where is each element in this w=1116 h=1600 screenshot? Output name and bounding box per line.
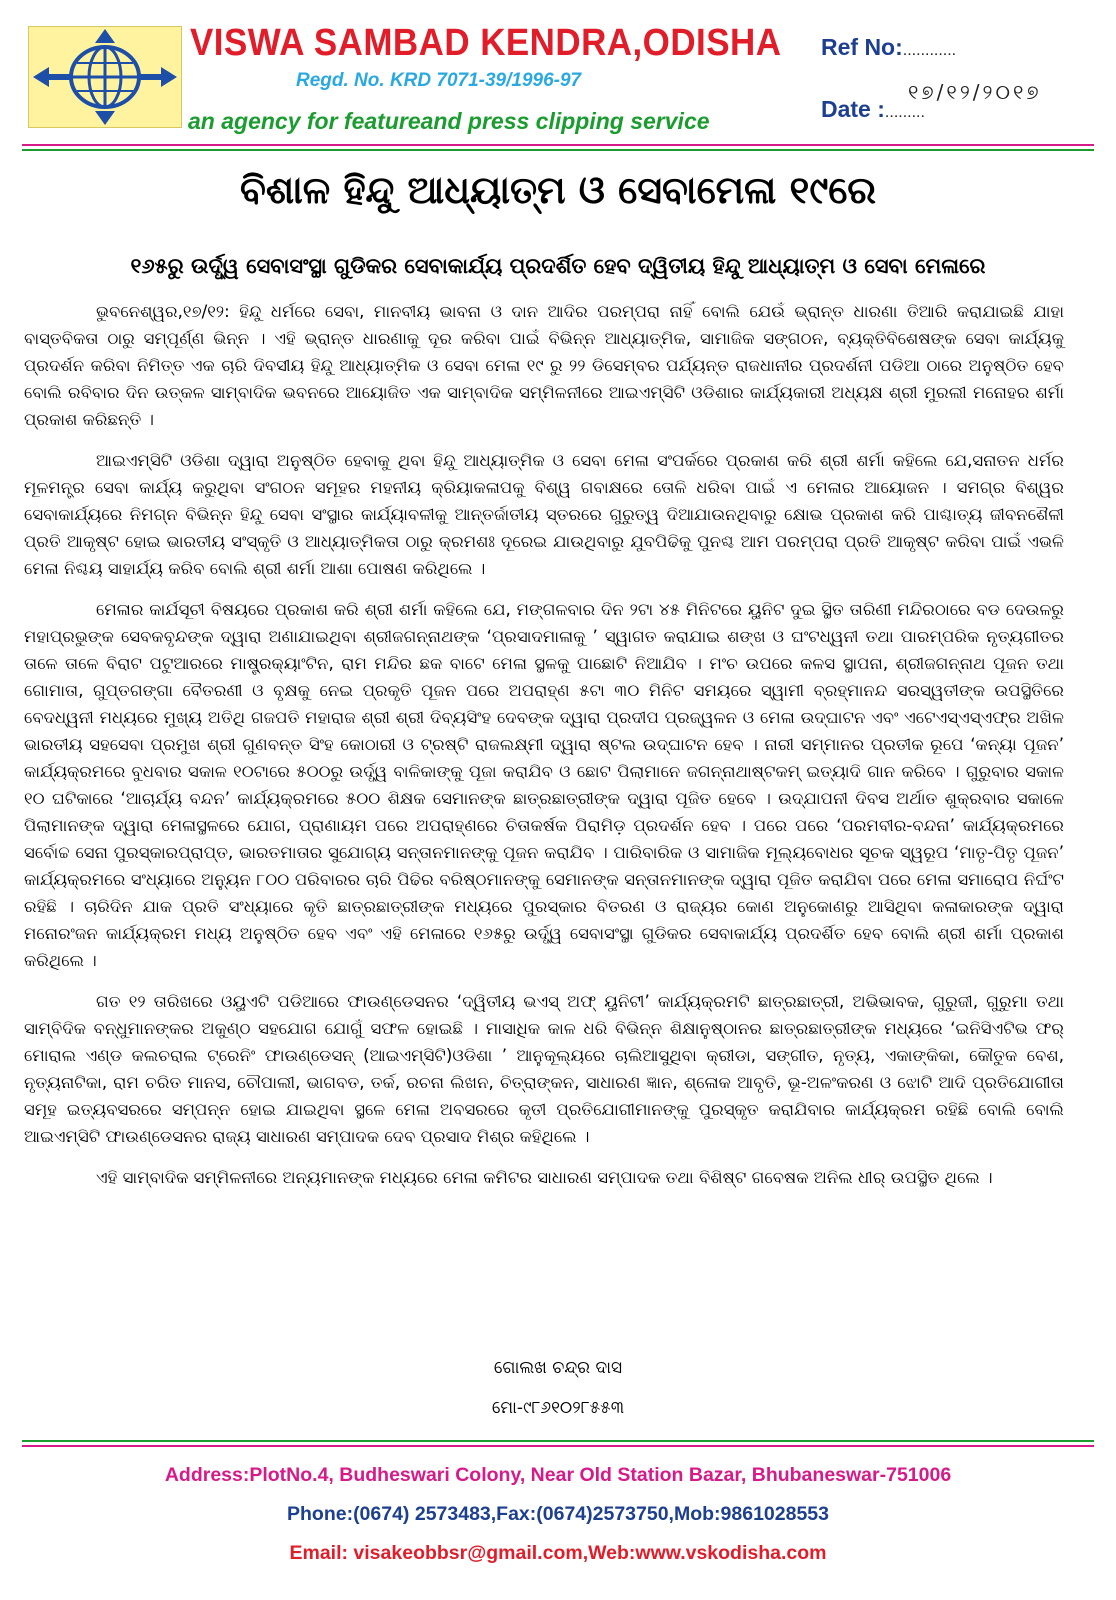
paragraph-5: ଏହି ସାମ୍ବାଦିକ ସମ୍ମିଳନୀରେ ଅନ୍ୟମାନଙ୍କ ମଧ୍ୟରେ ମେଳା କମିଟର ସାଧାରଣ ସମ୍ପାଦକ ତଥା ବିଶିଷ୍ଟ ଗବେଷକ ଅନିଲ ଧୀର୍ ଉପସ୍ଥିତ ଥିଲେ । — [96, 1168, 993, 1187]
org-name: VISWA SAMBAD KENDRA,ODISHA — [190, 22, 782, 64]
article-body — [24, 298, 1064, 1205]
subheadline: ୧୬୫ରୁ ଉର୍ଦ୍ଧ୍ୱ ସେବାସଂସ୍ଥା ଗୁଡିକର ସେବାକାର୍ଯ୍ୟ ପ୍ରଦର୍ଶିତ ହେବ ଦ୍ୱିତୀୟ ହିନ୍ଦୁ ଆଧ୍ୟାତ୍ମ ଓ ସେବା ମେଳାରେ — [130, 254, 986, 278]
paragraph-4: ଗତ ୧୨ ତାରିଖରେ ଓୟୁଏଟି ପଡିଆରେ ଫାଉଣ୍ଡେସନର ‘ଦ୍ୱିତୀୟ ଭଏସ୍ ଅଫ୍ ୟୁନିଟୀ’ କାର୍ଯ୍ୟକ୍ରମଟି ଛାତ୍ରଛାତ୍ରୀ, ଅଭିଭାବକ, ଗୁରୁଜୀ, ଗୁରୁମା ତଥା ସାମ୍ବିଦିକ ବନ୍ଧୁମାନଙ୍କର ଅକୁଣ୍ଠ ସହଯୋଗ ଯୋଗୁଁ ସଫଳ ହୋଇଛି । ମାସାଧିକ କାଳ ଧରି ବିଭିନ୍ନ ଶିକ୍ଷାନୁଷ୍ଠାନର ଛାତ୍ରଛାତ୍ରୀଙ୍କ ମଧ୍ୟରେ ‘ଇନିସିଏଟିଭ ଫର୍ ମୋରାଲ ଏଣ୍ଡ କଲଚରାଲ ଟ୍ରେନିଂ ଫାଉଣ୍ଡେସନ୍ (ଆଇଏମ୍‌ସିଟି)ଓଡିଶା ’ ଆନୁକୂଲ୍ୟରେ ଚାଲିଆସୁଥିବା କ୍ରୀଡା, ସଙ୍ଗୀତ, ନୃତ୍ୟ, ଏକାଙ୍କିକା, କୌତୁକ ବେଶ, ନୃତ୍ୟନାଟିକା, ରାମ ଚରିତ ମାନସ, ଚୌପାଲୀ, ଭାଗବତ, ତର୍କ, ରଚନା ଲିଖନ, ଚିତ୍ରାଙ୍କନ, ସାଧାରଣ ଜ୍ଞାନ, ଶ୍ଳୋକ ଆବୃତି, ଭୂ-ଅଳଂକରଣ ଓ ଝୋଟି ଆଦି ପ୍ରତିଯୋଗୀତା ସମୂହ ଇତ୍ୟବସରରେ ସମ୍ପନ୍ନ ହୋଇ ଯାଇଥିବା ସ୍ଥଳେ ମେଳା ଅବସରରେ କୃତୀ ପ୍ରତିଯୋଗୀମାନଙ୍କୁ ପୁରସ୍କୃତ କରାଯିବାର କାର୍ଯ୍ୟକ୍ରମ ରହିଛି ବୋଲି ବୋଲି ଆଇଏମ୍‌ସିଟି ଫାଉଣ୍ଡେସନର ରାଜ୍ୟ ସାଧାରଣ ସମ୍ପାଦକ ଦେବ ପ୍ରସାଦ ମିଶ୍ର କହିଥିଲେ । — [24, 992, 1064, 1146]
registration-number: Regd. No. KRD 7071-39/1996-97 — [296, 70, 582, 91]
bottom-rule-pink — [22, 1445, 1094, 1447]
paragraph-2: ଆଇଏମ୍‌ସିଟି ଓଡିଶା ଦ୍ୱାରା ଅନୁଷ୍ଠିତ ହେବାକୁ ଥିବା ହିନ୍ଦୁ ଆଧ୍ୟାତ୍ମିକ ଓ ସେବା ମେଳା ସଂପର୍କରେ ପ୍ରକାଶ କରି ଶ୍ରୀ ଶର୍ମା କହିଲେ ଯେ,ସନାତନ ଧର୍ମର ମୂଳମନ୍ତ୍ର ସେବା କାର୍ଯ୍ୟ କରୁଥିବା ସଂଗଠନ ସମୂହର ମହନୀୟ କ୍ରିୟାକଳାପକୁ ବିଶ୍ୱ ଗବାକ୍ଷରେ ତୋଳି ଧରିବା ପାଇଁ ଏ ମେଳାର ଆୟୋଜନ । ସମଗ୍ର ବିଶ୍ୱର ସେବାକାର୍ଯ୍ୟରେ ନିମଗ୍ନ ବିଭିନ୍ନ ହିନ୍ଦୁ ସେବା ସଂସ୍ଥାର କାର୍ଯ୍ୟାବଳୀକୁ ଆନ୍ତର୍ଜାତୀୟ ସ୍ତରରେ ଗୁରୁତ୍ୱ ଦିଆଯାଉନଥିବାରୁ କ୍ଷୋଭ ପ୍ରକାଶ କରି ପାଶ୍ଚାତ୍ୟ ଜୀବନଶୈଳୀ ପ୍ରତି ଆକୃଷ୍ଟ ହୋଇ ଭାରତୀୟ ସଂସ୍କୃତି ଓ ଆଧ୍ୟାତ୍ମିକତା ଠାରୁ କ୍ରମଶଃ ଦୂରେଇ ଯାଉଥିବାରୁ ଯୁବପିଢିକୁ ପୁନଶ୍ଚ ଆମ ପରମ୍ପରା ପ୍ରତି ଆକୃଷ୍ଟ କରିବା ପାଇଁ ଏଭଳି ମେଳା ନିଶ୍ଚୟ ସାହାର୍ଯ୍ୟ କରିବ ବୋଲି ଶ୍ରୀ ଶର୍ମା ଆଶା ପୋଷଣ କରିଥିଲେ । — [24, 451, 1064, 578]
date-colon: : — [870, 96, 885, 122]
date-dots: ......... — [884, 104, 925, 121]
signature-name: ଗୋଲଖ ଚନ୍ଦ୍ର ଦାସ — [493, 1358, 623, 1378]
bottom-rule-green — [22, 1440, 1094, 1442]
paragraph-3: ମେଳାର କାର୍ଯସୂଚୀ ବିଷୟରେ ପ୍ରକାଶ କରି ଶ୍ରୀ ଶର୍ମା କହିଲେ ଯେ, ମଙ୍ଗଳବାର ଦିନ ୨ଟା ୪୫ ମିନିଟରେ ୟୁନିଟ ଦୁଇ ସ୍ଥିତ ତାରିଣୀ ମନ୍ଦିରଠାରେ ବଡ ଦେଉଳରୁ ମହାପ୍ରଭୁଙ୍କ ସେବକବୃନ୍ଦଙ୍କ ଦ୍ୱାରା ଅଣାଯାଇଥିବା ଶ୍ରୀଜଗନ୍ନାଥଙ୍କ ‘ପ୍ରସାଦମାଳାକୁ ’ ସ୍ୱାଗତ କରାଯାଇ ଶଙ୍ଖ ଓ ଘଂଟଧ୍ୱନୀ ତଥା ପାରମ୍ପରିକ ନୃତ୍ୟଗୀତର ତାଳେ ତାଳେ ବିରାଟ ପଟୁଆରରେ ମାଷ୍ଟ୍ରକ୍ୟାଂଟିନ, ରାମ ମନ୍ଦିର ଛକ ବାଟେ ମେଳା ସ୍ଥଳକୁ ପାଛୋଟି ନିଆଯିବ । ମଂଚ ଉପରେ କଳସ ସ୍ଥାପନା, ଶ୍ରୀଜଗନ୍ନାଥ ପୂଜନ ତଥା ଗୋମାତା, ଗୁପ୍ତଗଙ୍ଗା ବୈତରଣୀ ଓ ବୃକ୍ଷକୁ ନେଇ ପ୍ରକୃତି ପୂଜନ ପରେ ଅପରାହ୍ଣ ୫ଟା ୩୦ ମିନିଟ ସମୟରେ ସ୍ୱାମୀ ବ୍ରହ୍ମାନନ୍ଦ ସରସ୍ୱତୀଙ୍କ ଉପସ୍ଥିତିରେ ବେଦଧ୍ୱନୀ ମଧ୍ୟରେ ମୁଖ୍ୟ ଅତିଥି ଗଜପତି ମହାରାଜ ଶ୍ରୀ ଶ୍ରୀ ଦିବ୍ୟସିଂହ ଦେବଙ୍କ ଦ୍ୱାରା ପ୍ରଦୀପ ପ୍ରଜ୍ୱଳନ ଓ ମେଳା ଉଦ୍‌ଘାଟନ ଏବଂ ଏଟେଏସ୍‌ଏସ୍‌ଏଫ୍‌ର ଅଖିଳ ଭାରତୀୟ ସହସେବା ପ୍ରମୁଖ ଶ୍ରୀ ଗୁଣବନ୍ତ ସିଂହ କୋଠାରୀ ଓ ଟ୍ରଷ୍ଟି ରାଜଲକ୍ଷ୍ମୀ ଦ୍ୱାରା ଷ୍ଟଲ ଉଦ୍‌ଘାଟନ ହେବ । ନାରୀ ସମ୍ମାନର ପ୍ରତୀକ ରୂପେ ‘କନ୍ୟା ପୂଜନ’ କାର୍ଯ୍ୟକ୍ରମରେ ବୁଧବାର ସକାଳ ୧୦ଟାରେ ୫୦୦ରୁ ଉର୍ଦ୍ଧ୍ୱ ବାଳିକାଙ୍କୁ ପୂଜା କରାଯିବ ଓ ଛୋଟ ପିଲାମାନେ ଜଗନ୍ନାଥାଷ୍ଟକମ୍ ଇତ୍ୟାଦି ଗାନ କରିବେ । ଗୁରୁବାର ସକାଳ ୧୦ ଘଟିକାରେ ‘ଆଚାର୍ଯ୍ୟ ବନ୍ଦନ’ କାର୍ଯ୍ୟକ୍ରମରେ ୫୦୦ ଶିକ୍ଷକ ସେମାନଙ୍କ ଛାତ୍ରଛାତ୍ରୀଙ୍କ ଦ୍ୱାରା ପୂଜିତ ହେବେ । ଉଦ୍‌ଯାପନୀ ଦିବସ ଅର୍ଥାତ ଶୁକ୍ରବାର ସକାଳେ ପିଲାମାନଙ୍କ ଦ୍ୱାରା ମେଳାସ୍ଥଳରେ ଯୋଗ, ପ୍ରାଣାୟମ ପରେ ଅପରାହ୍ଣରେ ଚିତାକର୍ଷକ ପିରାମିଡ଼ ପ୍ରଦର୍ଶନ ହେବ । ପରେ ପରେ ‘ପରମବୀର-ବନ୍ଦନା’ କାର୍ଯ୍ୟକ୍ରମରେ ସର୍ବୋଚ୍ଚ ସେନା ପୁରସ୍କାରପ୍ରାପ୍ତ, ଭାରତମାତାର ସୁଯୋଗ୍ୟ ସନ୍ତାନମାନଙ୍କୁ ପୂଜନ କରାଯିବ । ପାରିବାରିକ ଓ ସାମାଜିକ ମୂଲ୍ୟବୋଧର ସୂଚକ ସ୍ୱରୂପ ‘ମାତୃ-ପିତୃ ପୂଜନ’ କାର୍ଯ୍ୟକ୍ରମରେ ସଂଧ୍ୟାରେ ଅନ୍ୟୁନ ୮୦୦ ପରିବାରର ଚାରି ପିଢିର ବରିଷ୍ଠମାନଙ୍କୁ ସେମାନଙ୍କ ସନ୍ତାନମାନଙ୍କ ଦ୍ୱାରା ପୂଜିତ କରାଯିବା ପରେ ମେଳା ସମାରୋପ ନିର୍ଘଂଟ ରହିଛି । ଚାରିଦିନ ଯାକ ପ୍ରତି ସଂଧ୍ୟାରେ କୃତି ଛାତ୍ରଛାତ୍ରୀଙ୍କ ମଧ୍ୟରେ ପୁରସ୍କାର ବିତରଣ ଓ ରାଜ୍ୟର କୋଣ ଅନୁକୋଣରୁ ଆସିଥିବା କଳାକାରଙ୍କ ଦ୍ୱାରା ମନୋରଂଜନ କାର୍ଯ୍ୟକ୍ରମ ମଧ୍ୟ ଅନୁଷ୍ଠିତ ହେବ ଏବଂ ଏହି ମେଳାରେ ୧୬୫ରୁ ଉର୍ଦ୍ଧ୍ୱ ସେବାସଂସ୍ଥା ଗୁଡିକର ସେବାକାର୍ଯ୍ୟ ପ୍ରଦର୍ଶିତ ହେବ ବୋଲି ଶ୍ରୀ ଶର୍ମା ପ୍ରକାଶ କରିଥିଲେ । — [24, 600, 1064, 970]
logo — [28, 26, 182, 128]
top-rule-pink — [22, 144, 1094, 146]
paragraph-1: ଭୁବନେଶ୍ୱର,୧୭/୧୨: ହିନ୍ଦୁ ଧର୍ମରେ ସେବା, ମାନବୀୟ ଭାବନା ଓ ଦାନ ଆଦିର ପରମ୍ପରା ନାହିଁ ବୋଲି ଯେଉଁ ଭ୍ରାନ୍ତ ଧାରଣା ତିଆରି କରାଯାଇଛି ଯାହା ବାସ୍ତବିକତା ଠାରୁ ସମ୍ପୂର୍ଣ୍ଣ ଭିନ୍ନ । ଏହି ଭ୍ରାନ୍ତ ଧାରଣାକୁ ଦୂର କରିବା ପାଇଁ ବିଭିନ୍ନ ଆଧ୍ୟାତ୍ମିକ, ସାମାଜିକ ସଙ୍ଗଠନ, ବ୍ୟକ୍ତିବିଶେଷଙ୍କ ସେବା କାର୍ଯ୍ୟକୁ ପ୍ରଦର୍ଶନ କରିବା ନିମିତ୍ତ ଏକ ଚାରି ଦିବସୀୟ ହିନ୍ଦୁ ଆଧ୍ୟାତ୍ମିକ ଓ ସେବା ମେଳା ୧୯ ରୁ ୨୨ ଡିସେମ୍ବର ପର୍ଯ୍ୟନ୍ତ ରାଜଧାନୀର ପ୍ରଦର୍ଶନୀ ପଡିଆ ଠାରେ ଅନୁଷ୍ଠିତ ହେବ ବୋଲି ରବିବାର ଦିନ ଉତ୍କଳ ସାମ୍ବାଦିକ ଭବନରେ ଆୟୋଜିତ ଏକ ସାମ୍ବାଦିକ ସମ୍ମିଳନୀରେ ଆଇଏମ୍‌ସିଟି ଓଡିଶାର କାର୍ଯ୍ୟକାରୀ ଅଧ୍ୟକ୍ଷ ଶ୍ରୀ ମୁରଲୀ ମନୋହର ଶର୍ମା ପ୍ରକାଶ କରିଛନ୍ତି । — [24, 302, 1064, 429]
footer-email: Email: visakeobbsr@gmail.com,Web:www.vskodisha.com — [289, 1542, 827, 1564]
footer-address: Address:PlotNo.4, Budheswari Colony, Near Old Station Bazar, Bhubaneswar-751006 — [164, 1464, 952, 1486]
date — [821, 96, 925, 123]
ref-no — [821, 34, 956, 61]
ref-label: Ref No: — [821, 34, 903, 60]
handwritten-date: ୧୭/୧୨/୨୦୧୭ — [908, 80, 1042, 104]
letterhead — [28, 22, 1088, 142]
ref-value: ............ — [902, 42, 957, 59]
signature-phone: ମୋ-୯୮୬୧୦୨୮୫୫୩ — [491, 1398, 625, 1418]
top-rule-green — [22, 149, 1094, 151]
date-label: Date — [821, 96, 871, 122]
globe-arrows-icon — [29, 27, 181, 127]
tagline: an agency for featureand press clipping service — [188, 108, 710, 134]
headline: ବିଶାଳ ହିନ୍ଦୁ ଆଧ୍ୟାତ୍ମ ଓ ସେବାମେଳା ୧୯ରେ — [239, 168, 877, 212]
footer-phone: Phone:(0674) 2573483,Fax:(0674)2573750,Mob:9861028553 — [286, 1503, 829, 1525]
